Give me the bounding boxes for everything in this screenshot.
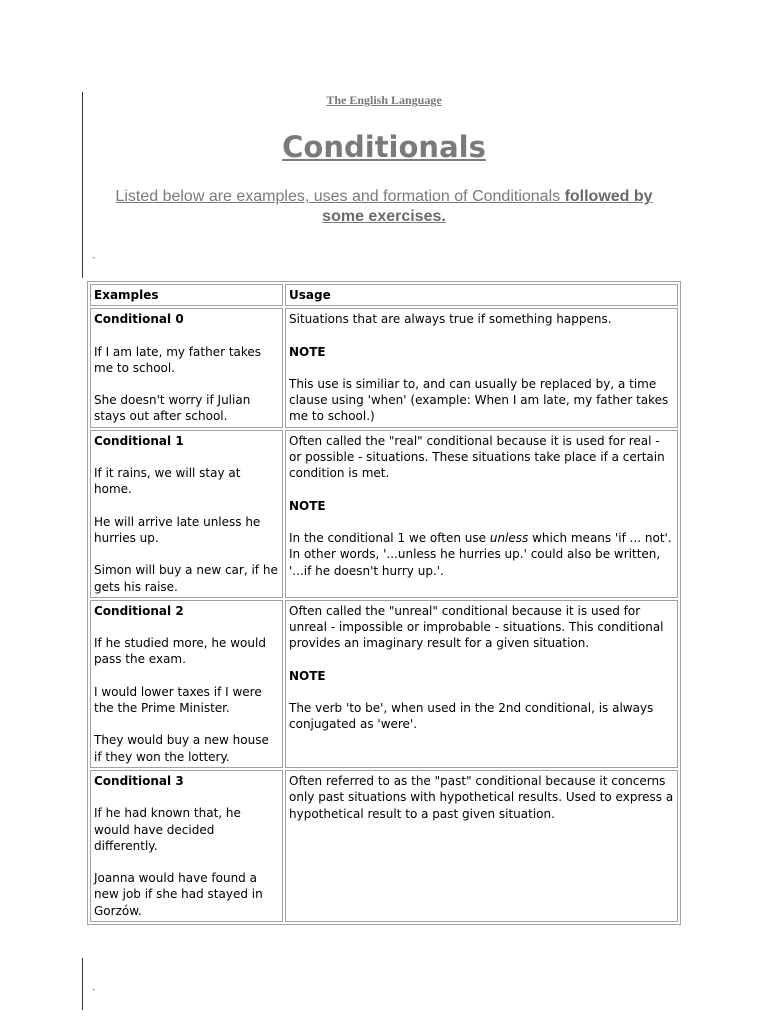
- conditional-name: Conditional 2: [94, 603, 184, 618]
- conditional-name: Conditional 3: [94, 773, 184, 788]
- header-examples: Examples: [90, 284, 283, 306]
- page-subtitle: [95, 187, 673, 227]
- conditional-name: Conditional 0: [94, 312, 184, 327]
- usage-text: Often referred to as the "past" conditional because it concerns only past situations with hypothetical results. Used to express a hypothetical result to a past given situation.: [289, 773, 674, 821]
- left-margin-line-bottom: [82, 958, 83, 1010]
- usage-text: Often called the "real" conditional because it is used for real - or possible - situations. These situations take place if a certain condition is met.: [289, 433, 665, 481]
- examples-cell: [90, 430, 283, 598]
- subtitle-text: Listed below are examples, uses and formation of Conditionals: [115, 188, 565, 205]
- example-text: If I am late, my father takes me to school.: [94, 344, 262, 375]
- usage-cell: [285, 308, 678, 427]
- examples-cell: [90, 770, 283, 922]
- table-row: [90, 430, 678, 598]
- note-text: [289, 530, 674, 579]
- conditionals-table: [87, 281, 681, 925]
- usage-text: Situations that are always true if something happens.: [289, 312, 612, 327]
- table-header-row: [90, 284, 678, 306]
- page-title: Conditionals: [282, 130, 486, 164]
- example-text: If it rains, we will stay at home.: [94, 466, 241, 497]
- usage-cell: [285, 770, 678, 922]
- note-emphasis: unless: [489, 530, 529, 545]
- document-header: The English Language: [326, 93, 442, 107]
- header-usage: Usage: [285, 284, 678, 306]
- example-text: I would lower taxes if I were the the Prime Minister.: [94, 684, 262, 716]
- note-label: NOTE: [289, 498, 326, 513]
- left-margin-line-top: [82, 92, 83, 278]
- note-label: NOTE: [289, 344, 326, 359]
- usage-cell: [285, 430, 678, 598]
- examples-cell: [90, 600, 283, 768]
- usage-text: Often called the "unreal" conditional because it is used for unreal - impossible or improbable - situations. This conditional provides an imaginary result for a given situation.: [289, 603, 664, 651]
- example-text: He will arrive late unless he hurries up.: [94, 514, 261, 545]
- table-row: [90, 308, 678, 427]
- note-text: This use is similiar to, and can usually be replaced by, a time clause using 'when' (example: When I am late, my father takes me to school.): [289, 376, 669, 424]
- separator-dash: -: [92, 985, 96, 995]
- example-text: Joanna would have found a new job if she had stayed in Gorzów.: [94, 871, 263, 918]
- example-text: They would buy a new house if they won the lottery.: [94, 733, 269, 764]
- subtitle-bold-text: followed by some exercises.: [322, 188, 653, 225]
- conditional-name: Conditional 1: [94, 433, 184, 448]
- note-text-part: which means 'if ... not'. In other words, '...unless he hurries up.' could also be written, '...if he doesn't hurry up.'.: [289, 530, 672, 578]
- example-text: Simon will buy a new car, if he gets his raise.: [94, 563, 278, 594]
- separator-dash: -: [92, 253, 96, 263]
- note-text-part: In the conditional 1 we often use: [289, 530, 490, 545]
- usage-cell: [285, 600, 678, 768]
- table-row: [90, 770, 678, 922]
- table-row: [90, 600, 678, 768]
- example-text: If he had known that, he would have decided differently.: [94, 806, 241, 853]
- example-text: If he studied more, he would pass the exam.: [94, 636, 266, 667]
- examples-cell: [90, 308, 283, 427]
- example-text: She doesn't worry if Julian stays out after school.: [94, 393, 251, 424]
- note-text: The verb 'to be', when used in the 2nd conditional, is always conjugated as 'were'.: [289, 701, 654, 732]
- note-label: NOTE: [289, 668, 326, 683]
